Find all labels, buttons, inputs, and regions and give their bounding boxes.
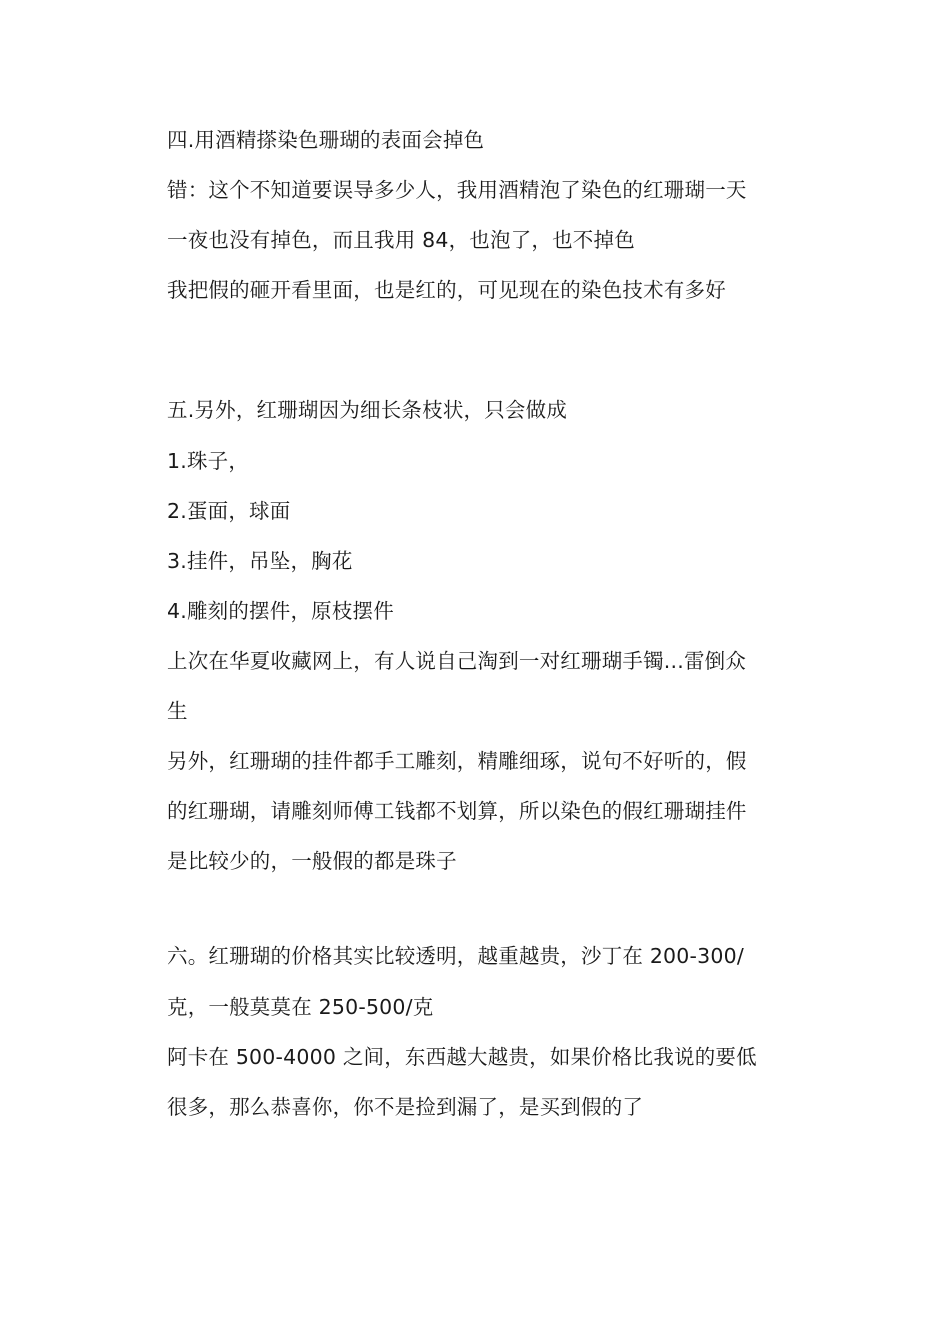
section-5-line-4: 的红珊瑚，请雕刻师傅工钱都不划算，所以染色的假红珊瑚挂件 xyxy=(167,799,747,823)
section-6-line-2: 阿卡在 500-4000 之间，东西越大越贵，如果价格比我说的要低 xyxy=(167,1045,757,1069)
section-4-heading: 四.用酒精搽染色珊瑚的表面会掉色 xyxy=(167,128,485,152)
section-5-item-3: 3.挂件，吊坠，胸花 xyxy=(167,549,353,573)
section-5-item-4: 4.雕刻的摆件，原枝摆件 xyxy=(167,599,394,623)
section-5-line-2: 生 xyxy=(167,699,188,723)
section-4-line-1: 错：这个不知道要误导多少人，我用酒精泡了染色的红珊瑚一天 xyxy=(167,178,747,202)
section-5-line-1: 上次在华夏收藏网上，有人说自己淘到一对红珊瑚手镯...雷倒众 xyxy=(167,649,747,673)
section-6-line-1: 克，一般莫莫在 250-500/克 xyxy=(167,995,434,1019)
section-4-line-3: 我把假的砸开看里面，也是红的，可见现在的染色技术有多好 xyxy=(167,278,726,302)
section-5-heading: 五.另外，红珊瑚因为细长条枝状，只会做成 xyxy=(167,398,568,422)
section-4-line-2: 一夜也没有掉色，而且我用 84，也泡了，也不掉色 xyxy=(167,228,635,252)
section-5-line-3: 另外，红珊瑚的挂件都手工雕刻，精雕细琢，说句不好听的，假 xyxy=(167,749,747,773)
section-5-item-1: 1.珠子， xyxy=(167,449,250,473)
section-6-line-3: 很多，那么恭喜你，你不是捡到漏了，是买到假的了 xyxy=(167,1095,644,1119)
section-6-heading: 六。红珊瑚的价格其实比较透明，越重越贵，沙丁在 200-300/ xyxy=(167,944,744,968)
section-5-item-2: 2.蛋面，球面 xyxy=(167,499,291,523)
section-5-line-5: 是比较少的，一般假的都是珠子 xyxy=(167,849,457,873)
